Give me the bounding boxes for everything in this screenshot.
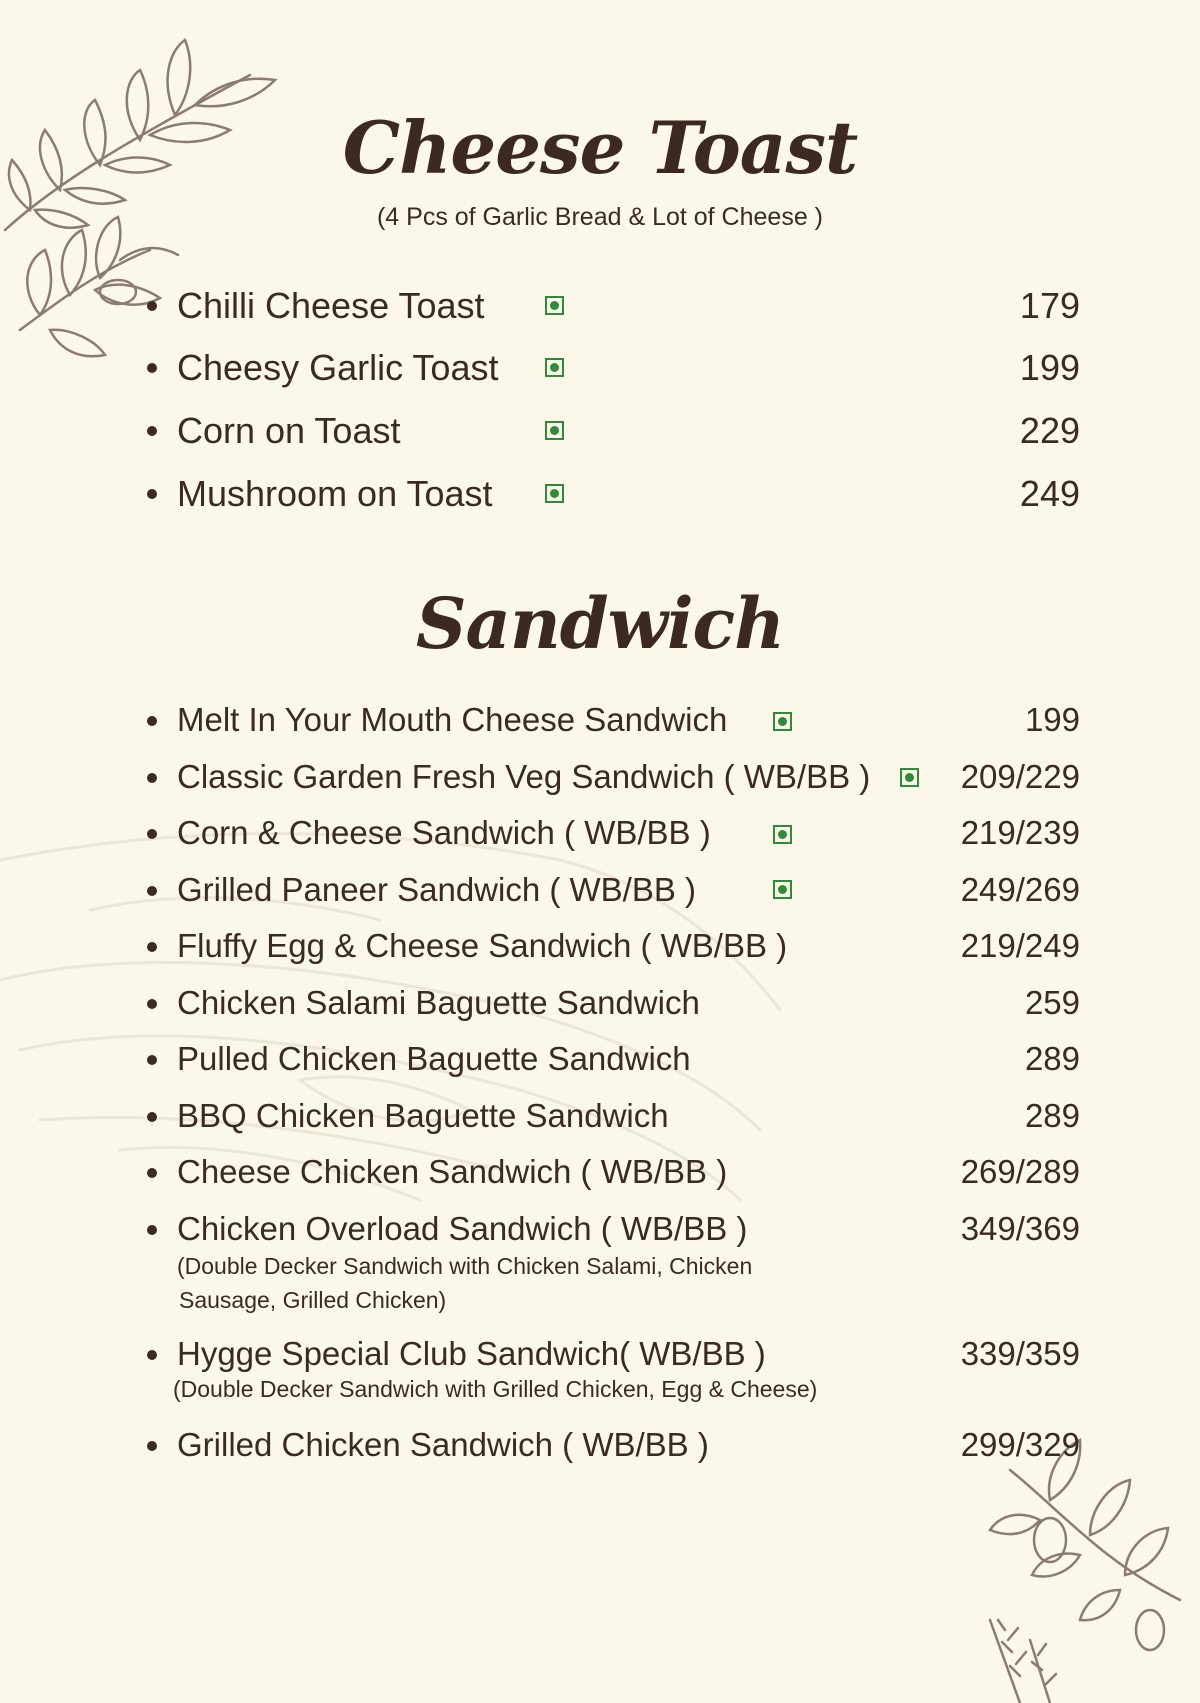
item-price: 249 (1019, 473, 1080, 514)
bullet-icon (147, 1055, 157, 1065)
item-price: 199 (1019, 347, 1080, 388)
item-name: Mushroom on Toast (177, 473, 493, 514)
bullet-icon (147, 1350, 157, 1360)
item-name: BBQ Chicken Baguette Sandwich (177, 1097, 669, 1134)
item-name: Chicken Salami Baguette Sandwich (177, 984, 700, 1021)
section-title-sandwich: Sandwich (415, 582, 785, 665)
menu-item (145, 757, 1080, 807)
item-price: 219/249 (960, 927, 1080, 964)
menu-item (145, 1425, 1080, 1475)
menu-item (145, 1152, 1080, 1202)
item-name: Chilli Cheese Toast (177, 285, 485, 326)
bullet-icon (147, 363, 157, 373)
item-price: 249/269 (960, 871, 1080, 908)
item-price: 289 (1024, 1097, 1080, 1134)
bullet-icon (147, 1441, 157, 1451)
menu-item (145, 870, 1080, 920)
veg-symbol-icon (545, 484, 564, 503)
item-name: Melt In Your Mouth Cheese Sandwich (177, 701, 728, 738)
item-description: (Double Decker Sandwich with Grilled Chicken, Egg & Cheese) (173, 1376, 818, 1402)
bullet-icon (147, 829, 157, 839)
menu-item (145, 1209, 1080, 1319)
bullet-icon (147, 301, 157, 311)
veg-symbol-icon (545, 358, 564, 377)
menu-item (145, 284, 1080, 334)
section-subtitle: (4 Pcs of Garlic Bread & Lot of Cheese ) (376, 203, 824, 231)
item-name: Classic Garden Fresh Veg Sandwich ( WB/BB ) (177, 758, 871, 795)
item-description: Sausage, Grilled Chicken) (179, 1287, 447, 1313)
item-price: 219/239 (960, 814, 1080, 851)
bullet-icon (147, 942, 157, 952)
item-price: 209/229 (960, 758, 1080, 795)
item-price: 259 (1024, 984, 1080, 1021)
item-description: (Double Decker Sandwich with Chicken Salami, Chicken (177, 1253, 753, 1279)
bullet-icon (147, 886, 157, 896)
veg-symbol-icon (773, 880, 792, 899)
bullet-icon (147, 773, 157, 783)
bullet-icon (147, 489, 157, 499)
item-name: Cheese Chicken Sandwich ( WB/BB ) (177, 1153, 728, 1190)
item-price: 199 (1024, 701, 1080, 738)
item-price: 289 (1024, 1040, 1080, 1077)
bullet-icon (147, 1225, 157, 1235)
bullet-icon (147, 1168, 157, 1178)
item-name: Chicken Overload Sandwich ( WB/BB ) (177, 1210, 748, 1247)
veg-symbol-icon (545, 296, 564, 315)
item-price: 299/329 (960, 1426, 1080, 1463)
item-name: Pulled Chicken Baguette Sandwich (177, 1040, 691, 1077)
menu-item (145, 1334, 1080, 1414)
item-price: 179 (1019, 285, 1080, 326)
bullet-icon (147, 716, 157, 726)
bullet-icon (147, 426, 157, 436)
bullet-icon (147, 1112, 157, 1122)
menu-item (145, 346, 1080, 396)
menu-item (145, 1039, 1080, 1089)
veg-symbol-icon (545, 421, 564, 440)
item-price: 339/359 (960, 1335, 1080, 1372)
menu-item (145, 983, 1080, 1033)
menu-item (145, 409, 1080, 459)
item-name: Hygge Special Club Sandwich( WB/BB ) (177, 1335, 766, 1372)
item-name: Corn & Cheese Sandwich ( WB/BB ) (177, 814, 711, 851)
menu-item (145, 472, 1080, 522)
menu-item (145, 1096, 1080, 1146)
menu-item (145, 700, 1080, 750)
item-price: 349/369 (960, 1210, 1080, 1247)
item-price: 269/289 (960, 1153, 1080, 1190)
section-title-cheese-toast: Cheese Toast (342, 105, 858, 190)
menu-item (145, 813, 1080, 863)
veg-symbol-icon (773, 825, 792, 844)
item-name: Cheesy Garlic Toast (177, 347, 499, 388)
veg-symbol-icon (773, 712, 792, 731)
item-name: Grilled Chicken Sandwich ( WB/BB ) (177, 1426, 709, 1463)
item-name: Grilled Paneer Sandwich ( WB/BB ) (177, 871, 697, 908)
bullet-icon (147, 999, 157, 1009)
menu-item (145, 926, 1080, 976)
item-name: Corn on Toast (177, 410, 401, 451)
item-price: 229 (1019, 410, 1080, 451)
veg-symbol-icon (900, 768, 919, 787)
item-name: Fluffy Egg & Cheese Sandwich ( WB/BB ) (177, 927, 788, 964)
